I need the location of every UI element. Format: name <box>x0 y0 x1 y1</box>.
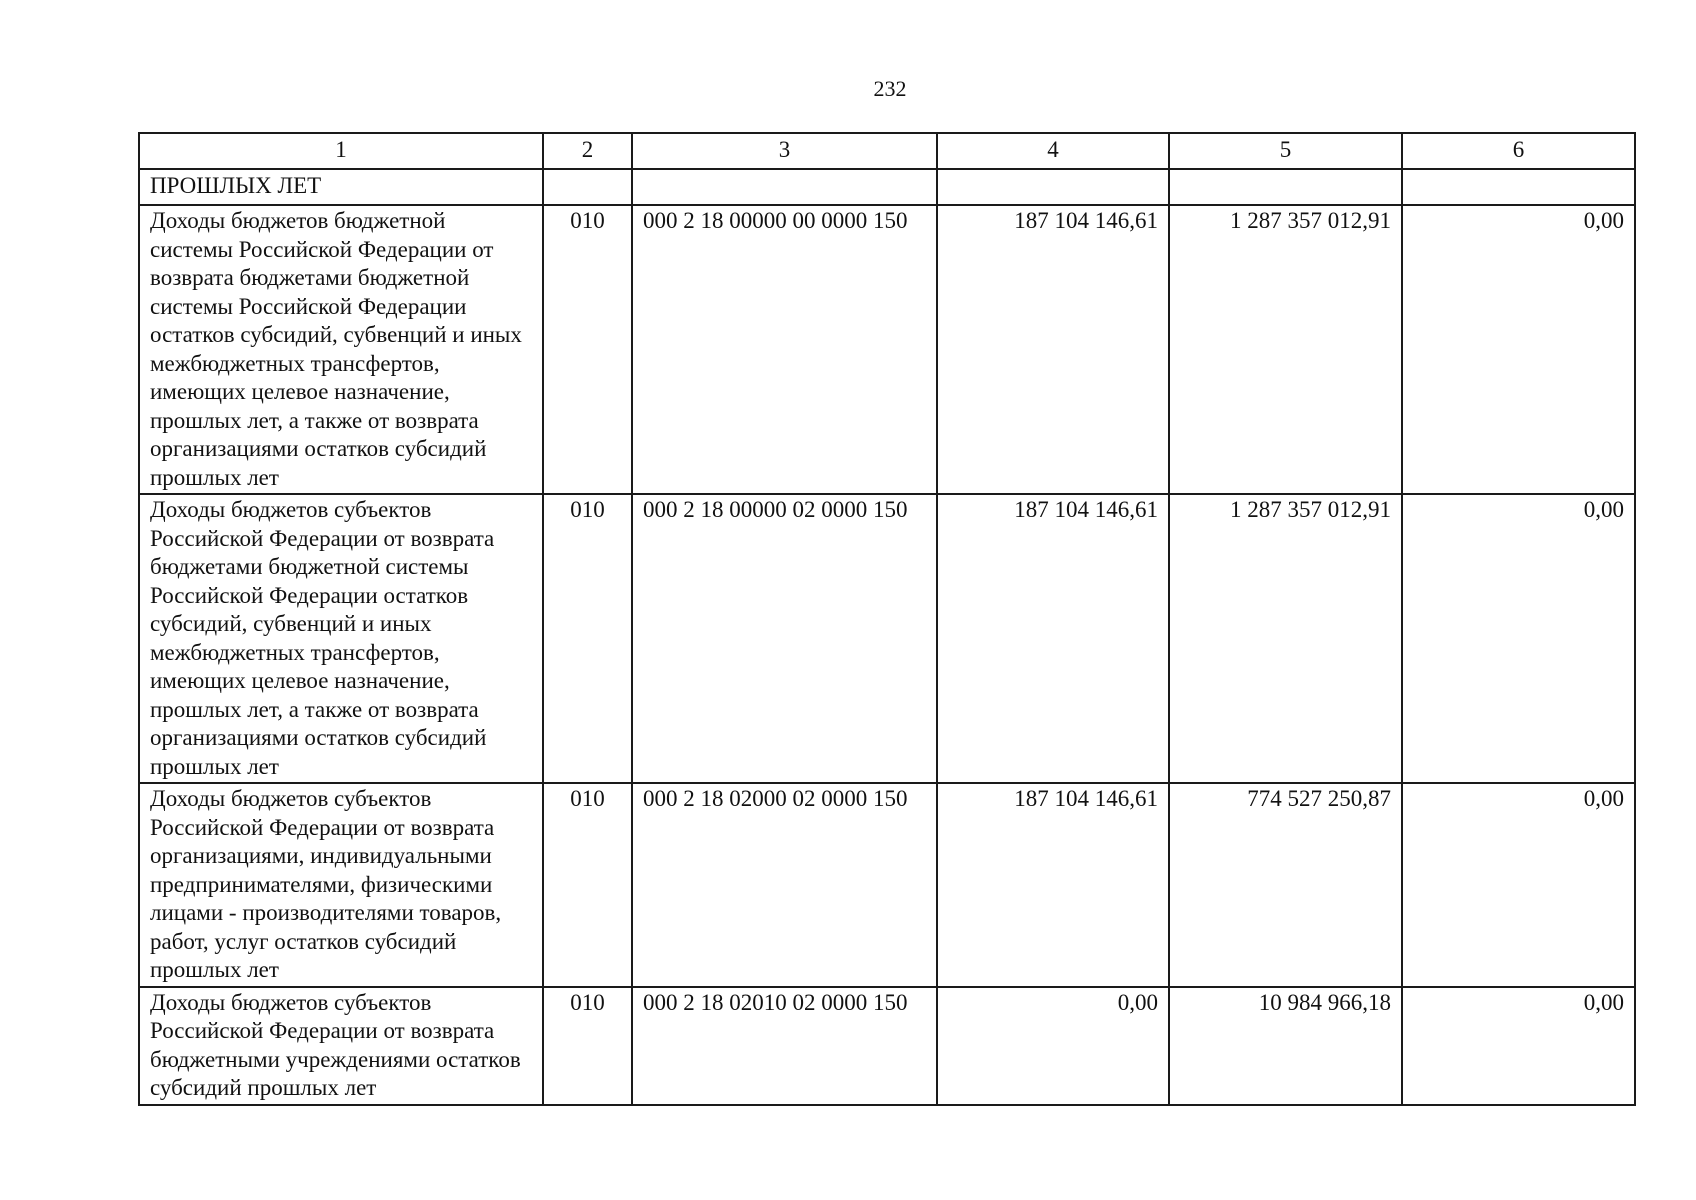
row-code: 010 <box>543 494 632 783</box>
column-number: 5 <box>1169 133 1402 169</box>
row-name: Доходы бюджетов субъектов Российской Федерации от возврата организациями, индивидуальными предпринимателями, физическими лицами - производителями товаров, работ, услуг остатков субсидий прошлых лет <box>139 783 543 987</box>
column-number: 4 <box>937 133 1169 169</box>
row-value-col4: 187 104 146,61 <box>937 205 1169 494</box>
row-code: 010 <box>543 205 632 494</box>
table-row <box>139 205 1635 494</box>
row-budget-code: 000 2 18 00000 02 0000 150 <box>632 494 937 783</box>
row-name: Доходы бюджетов субъектов Российской Федерации от возврата бюджетными учреждениями остатков субсидий прошлых лет <box>139 987 543 1105</box>
row-value-col5: 774 527 250,87 <box>1169 783 1402 987</box>
section-title-row <box>139 169 1635 205</box>
row-value-col4: 187 104 146,61 <box>937 494 1169 783</box>
row-value-col5: 10 984 966,18 <box>1169 987 1402 1105</box>
row-value-col6: 0,00 <box>1402 987 1635 1105</box>
row-value-col6: 0,00 <box>1402 783 1635 987</box>
table-row <box>139 494 1635 783</box>
column-number: 6 <box>1402 133 1635 169</box>
row-code: 010 <box>543 987 632 1105</box>
row-value-col4: 187 104 146,61 <box>937 783 1169 987</box>
column-number: 2 <box>543 133 632 169</box>
table-row <box>139 783 1635 987</box>
row-budget-code: 000 2 18 02000 02 0000 150 <box>632 783 937 987</box>
column-number-row <box>139 133 1635 169</box>
column-number: 1 <box>139 133 543 169</box>
row-value-col6: 0,00 <box>1402 494 1635 783</box>
column-number: 3 <box>632 133 937 169</box>
row-value-col6: 0,00 <box>1402 205 1635 494</box>
row-budget-code: 000 2 18 02010 02 0000 150 <box>632 987 937 1105</box>
row-value-col5: 1 287 357 012,91 <box>1169 494 1402 783</box>
row-value-col5: 1 287 357 012,91 <box>1169 205 1402 494</box>
table-row <box>139 987 1635 1105</box>
row-name: Доходы бюджетов субъектов Российской Федерации от возврата бюджетами бюджетной системы Российской Федерации остатков субсидий, субвенций и иных межбюджетных трансфертов, имеющих целевое назначение, прошлых лет, а также от возврата организациями остатков субсидий прошлых лет <box>139 494 543 783</box>
page-number: 232 <box>873 76 907 101</box>
row-code: 010 <box>543 783 632 987</box>
section-title: ПРОШЛЫХ ЛЕТ <box>139 169 543 205</box>
row-name: Доходы бюджетов бюджетной системы Российской Федерации от возврата бюджетами бюджетной системы Российской Федерации остатков субсидий, субвенций и иных межбюджетных трансфертов, имеющих целевое назначение, прошлых лет, а также от возврата организациями остатков субсидий прошлых лет <box>139 205 543 494</box>
row-budget-code: 000 2 18 00000 00 0000 150 <box>632 205 937 494</box>
row-value-col4: 0,00 <box>937 987 1169 1105</box>
revenue-table <box>138 132 1636 1106</box>
